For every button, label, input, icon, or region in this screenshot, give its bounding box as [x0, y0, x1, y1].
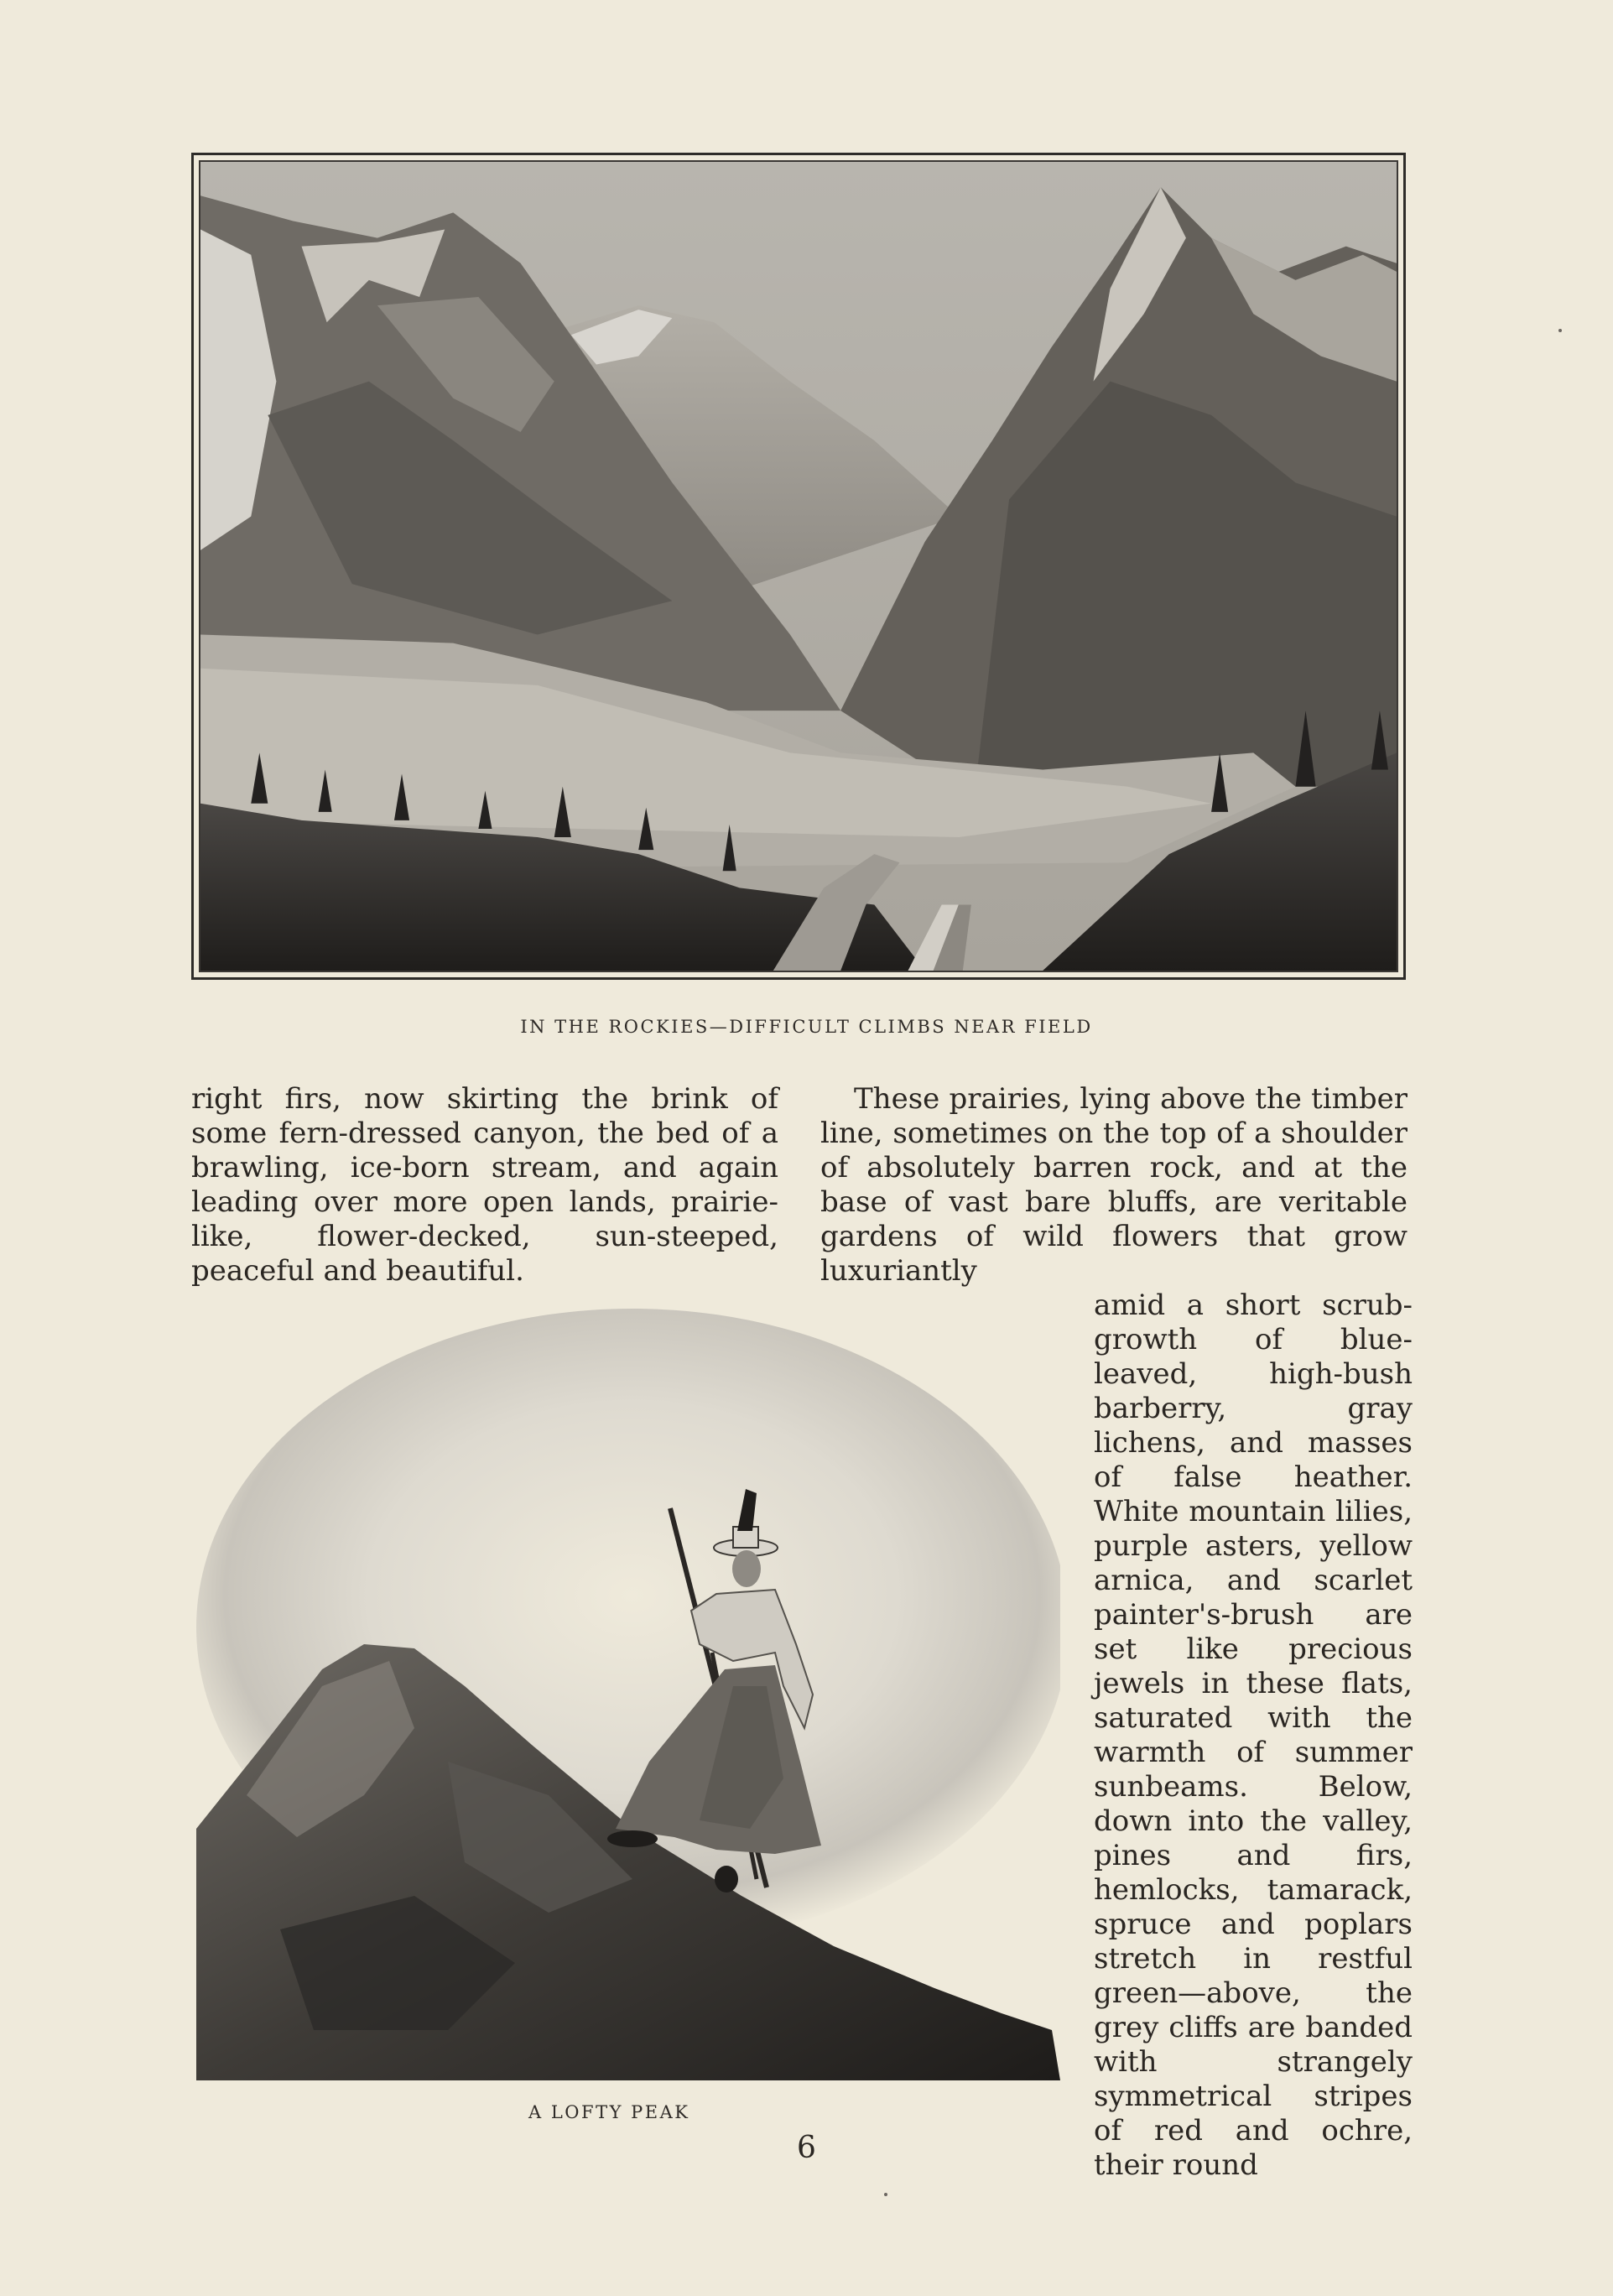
left-column-text — [191, 1082, 778, 1289]
right-column-top-text — [820, 1082, 1407, 1289]
mountain-landscape-photo-icon — [199, 160, 1398, 972]
right-column-narrow-text — [1094, 1289, 1413, 2183]
top-photo-caption: IN THE ROCKIES—DIFFICULT CLIMBS NEAR FIELD — [520, 1017, 1093, 1037]
bottom-photo-caption: A LOFTY PEAK — [528, 2102, 690, 2122]
woman-climber-photo-icon — [196, 1292, 1060, 2080]
page-number: 6 — [797, 2131, 816, 2165]
paper-speck — [884, 2193, 887, 2196]
right-paragraph-top: These prairies, lying above the timber line, sometimes on the top of a shoulder of absolutely barren rock, and at the base of vast bare bluffs, are veritable gardens of wild flowers that grow luxuriantly — [820, 1082, 1407, 1288]
top-photo-frame — [191, 153, 1406, 980]
right-paragraph-narrow: amid a short scrub-growth of blue-leaved, high-bush barberry, gray lichens, and masses of false heather. White mountain lilies, purple asters, yellow arnica, and scarlet painter's-brush are set like precious jewels in these flats, saturated with the warmth of summer sunbeams. Below, down into the valley, pines and firs, hemlocks, tamarack, spruce and poplars stretch in restful green—above, the grey cliffs are banded with strangely symmetrical stripes of red and ochre, their round — [1094, 1289, 1413, 2182]
left-paragraph: right firs, now skirting the brink of some fern-dressed canyon, the bed of a brawling, ice-born stream, and again leading over more open lands, prairie-like, flower-decked, sun-steeped, peaceful and beautiful. — [191, 1082, 778, 1288]
paper-speck — [1558, 329, 1562, 332]
